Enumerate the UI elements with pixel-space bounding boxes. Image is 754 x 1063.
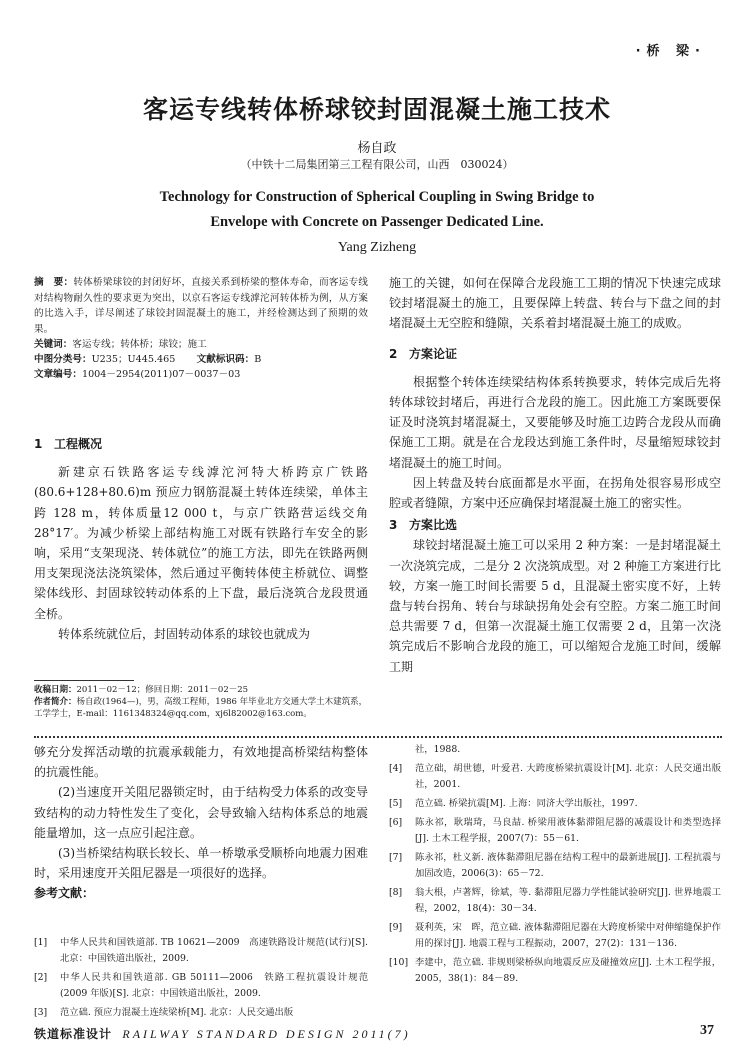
author-bio-label: 作者简介： — [34, 697, 77, 707]
received-label: 收稿日期： — [34, 685, 77, 695]
journal-name-en: RAILWAY STANDARD DESIGN 2011(7) — [122, 1027, 411, 1041]
author-name-en: Yang Zizheng — [337, 240, 417, 255]
reference-number — [389, 742, 415, 758]
reference-number: [9] — [389, 922, 403, 933]
reference-number: [6] — [389, 817, 403, 828]
journal-name-zh: 铁道标准设计 — [34, 1027, 113, 1041]
article-separator — [34, 736, 722, 738]
section-2-number: 2 — [389, 346, 398, 361]
keywords — [34, 337, 368, 352]
reference-text: 翁大根，卢著辉，徐斌，等. 黏滞阻尼器力学性能试验研究[J]. 世界地震工程，2002，18(4)：30－34. — [415, 887, 721, 914]
keywords-label: 关键词： — [34, 339, 73, 350]
reference-number: [5] — [389, 798, 403, 809]
reference-number: [4] — [389, 763, 403, 774]
article-no-value: 1004－2954(2011)07－0037－03 — [81, 369, 241, 380]
article-title-en-line1: Technology for Construction of Spherical Coupling in Swing Bridge to — [159, 189, 595, 205]
author-affiliation-zh: （中铁十二局集团第三工程有限公司，山西 030024） — [240, 158, 514, 171]
previous-article-paragraph-3: (3)当桥梁结构联长较长、单一桥墩承受顺桥向地震力困难时，采用速度开关阻尼器是一项很好的选择。 — [34, 846, 368, 881]
keywords-text: 客运专线；转体桥；球铰；施工 — [72, 339, 207, 350]
abstract-block — [34, 275, 368, 382]
reference-text: 陈永祁，杜义新. 液体黏滞阻尼器在结构工程中的最新进展[J]. 工程抗震与加固改造，2006(3)：65－72. — [415, 852, 721, 879]
section-1 — [34, 434, 368, 644]
journal-footer — [34, 1025, 411, 1042]
reference-number: [8] — [389, 887, 403, 898]
section-3-paragraph-1: 球铰封堵混凝土施工可以采用 2 种方案：一是封堵混凝土一次浇筑完成，二是分 2 次浇筑成型。对 2 种施工方案进行比较，方案一施工时间长需要 5 d，且混凝土密实度不好，上转盘与转台拐角、转台与球缺拐角处会有空腔。方案二施工时间总共需要 7 d，但第一次混凝土施工仅需要 2 d，且第一次浇筑完成后不影响合龙段的施工，可以缩短合龙施工时间，缓解工期 — [389, 538, 721, 674]
reference-text: 社，1988. — [415, 744, 461, 755]
article-title-zh: 客运专线转体桥球铰封固混凝土施工技术 — [142, 95, 611, 124]
section-1-heading — [34, 434, 368, 454]
reference-text: 范立础. 预应力混凝土连续梁桥[M]. 北京：人民交通出版 — [60, 1007, 294, 1018]
clc-value: U235；U445.465 — [91, 354, 176, 365]
section-3-number: 3 — [389, 518, 398, 533]
reference-item — [389, 796, 721, 812]
reference-item — [389, 920, 721, 952]
reference-item — [34, 970, 368, 1002]
reference-text: 范立础. 桥梁抗震[M]. 上海：同济大学出版社，1997. — [415, 798, 638, 809]
reference-text: 中华人民共和国铁道部. TB 10621—2009 高速铁路设计规范(试行)[S]. 北京：中国铁道出版社，2009. — [60, 937, 368, 964]
reference-item — [34, 1005, 368, 1021]
clc-label: 中图分类号： — [34, 354, 92, 365]
article-title-en-line2: Envelope with Concrete on Passenger Dedicated Line. — [210, 214, 544, 230]
section-1-title: 工程概况 — [54, 437, 103, 451]
references-right — [389, 742, 721, 990]
reference-number: [7] — [389, 852, 403, 863]
section-1-paragraph-1: 新建京石铁路客运专线滹沱河特大桥跨京广铁路(80.6+128+80.6)m 预应力钢筋混凝土转体连续梁，单体主跨 128 m，转体质量12 000 t，与京广铁路营运线交角 28°17′。为减少桥梁上部结构施工对既有铁路行车安全的影响，采用“支架现浇、转体就位”的施工方法，即先在铁路两侧用支架现浇法浇筑梁体，然后通过平衡转体使主桥就位、调整梁体线形、封固球铰转动体系的上下盘，最后浇筑合龙段贯通全桥。 — [34, 465, 368, 621]
reference-item — [389, 955, 721, 987]
section-3-heading — [389, 515, 721, 535]
reference-text: 中华人民共和国铁道部. GB 50111—2006 铁路工程抗震设计规范(2009 年版)[S]. 北京：中国铁道出版社，2009. — [60, 972, 368, 999]
section-3-title: 方案比选 — [409, 518, 458, 533]
author-name-zh: 杨自政 — [357, 141, 397, 156]
footnote-rule — [34, 680, 134, 681]
author-bio-text: 杨自政(1964—)，男，高级工程师，1986 年毕业北方交通大学土木建筑系，工学学士，E-mail：1161348324@qq.com，xj6l82002@163.com。 — [34, 697, 368, 719]
page-number: 37 — [700, 1023, 714, 1038]
references-heading: 参考文献： — [34, 886, 95, 901]
previous-article-paragraph-2: (2)当速度开关阻尼器锁定时，由于结构受力体系的改变导致结构的动力特性发生了变化，会导致输入结构体系总的地震能量增加，这一点应引起注意。 — [34, 785, 368, 840]
section-1-paragraph-2: 转体系统就位后，封固转动体系的球铰也就成为 — [58, 626, 311, 641]
section-2-paragraph-1: 根据整个转体连续梁结构体系转换要求，转体完成后先将转体球铰封堵后，再进行合龙段的施工。因此施工方案既要保证及时浇筑封堵混凝土，又要能够及时施工边跨合龙段从而确保施工工期。就是在合龙段达到施工条件时，尽量缩短球铰封堵混凝土的施工时间。 — [389, 374, 721, 470]
received-date — [34, 684, 368, 696]
classification-line — [34, 352, 368, 367]
reference-number: [3] — [34, 1007, 48, 1018]
article-no-label: 文章编号： — [34, 369, 82, 380]
section-2-title: 方案论证 — [409, 346, 458, 361]
reference-item — [34, 935, 368, 967]
article-number-line — [34, 367, 368, 382]
reference-text: 李建中，范立础. 非规则梁桥纵向地震反应及碰撞效应[J]. 土木工程学报，2005，38(1)：84－89. — [415, 957, 721, 984]
reference-text: 聂利英，宋 晖，范立础. 液体黏滞阻尼器在大跨度桥梁中对伸缩缝保护作用的探讨[J]. 地震工程与工程振动，2007，27(2)：131－136. — [415, 922, 721, 949]
references-left — [34, 935, 368, 1024]
abstract-text: 转体桥梁球铰的封闭好坏，直接关系到桥梁的整体寿命，而客运专线对结构物耐久性的要求更为突出，以京石客运专线滹沱河转体桥为例，从方案的比选入手，详尽阐述了球铰封固混凝土的施工，并经检测达到了预期的效果。 — [34, 277, 369, 335]
reference-number: [2] — [34, 972, 48, 983]
previous-article-paragraph-1: 够充分发挥活动墩的抗震承载能力，有效地提高桥梁结构整体的抗震性能。 — [34, 745, 368, 780]
abstract-label: 摘 要： — [34, 277, 74, 288]
abstract — [34, 275, 368, 337]
continued-paragraph: 施工的关键，如何在保障合龙段施工工期的情况下快速完成球铰封堵混凝土的施工，且要保障上转盘、转台与下盘之间的封堵混凝土无空腔和缝隙，关系着封堵混凝土施工的成败。 — [389, 276, 721, 331]
reference-item — [389, 742, 721, 758]
section-1-number: 1 — [34, 437, 43, 451]
reference-item — [389, 850, 721, 882]
reference-number: [1] — [34, 937, 48, 948]
previous-article-text — [34, 742, 368, 904]
section-2-paragraph-2: 因上转盘及转台底面都是水平面，在拐角处很容易形成空腔或者缝隙，方案中还应确保封堵混凝土施工的密实性。 — [389, 475, 721, 511]
author-bio — [34, 696, 368, 720]
reference-text: 陈永祁，耿瑞琦，马良喆. 桥梁用液体黏滞阻尼器的减震设计和类型选择[J]. 土木工程学报，2007(7)：55－61. — [415, 817, 721, 844]
reference-item — [389, 815, 721, 847]
section-2-heading — [389, 344, 721, 364]
right-column-body — [389, 273, 721, 677]
section-tag: ·桥 梁· — [635, 44, 706, 59]
article-title-en — [40, 185, 714, 235]
reference-text: 范立础，胡世德，叶爱君. 大跨度桥梁抗震设计[M]. 北京：人民交通出版社，2001. — [415, 763, 721, 790]
footnote — [34, 684, 368, 720]
reference-item — [389, 761, 721, 793]
reference-number: [10] — [389, 957, 409, 968]
doc-code-value: B — [254, 354, 262, 365]
doc-code-label: 文献标识码： — [196, 354, 255, 365]
reference-item — [389, 885, 721, 917]
received-value: 2011－02－12；修回日期：2011－02－25 — [76, 685, 249, 695]
